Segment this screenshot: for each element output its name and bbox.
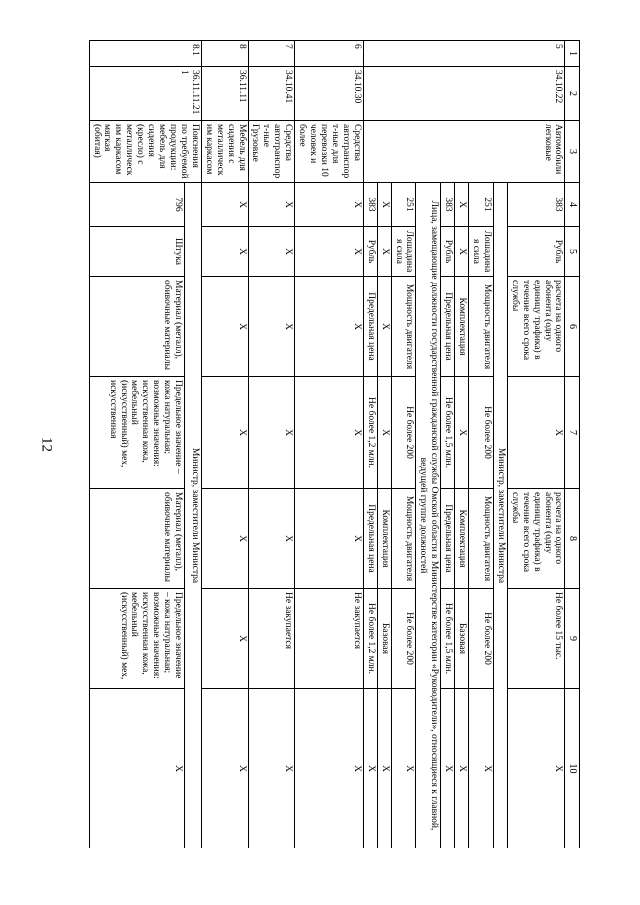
cell: X xyxy=(507,377,565,489)
col-2: 2 xyxy=(565,67,580,121)
row-code: 36.11.11 xyxy=(201,67,248,121)
row-code: 36.11.11.211 xyxy=(89,67,201,121)
cell: Не более 200 xyxy=(391,589,416,689)
cell: Не закупается xyxy=(295,589,364,689)
cell: X xyxy=(455,377,469,489)
cell: Комплектация xyxy=(455,489,469,589)
group-label: Лица, замещающие должности государственной гражданской службы Омской области в Министерстве категории «Руководители», относящиеся к главной, ведущей группе должностей xyxy=(416,183,441,849)
cell: X xyxy=(201,277,248,377)
cell: Рубль xyxy=(507,227,565,277)
cell: X xyxy=(201,589,248,689)
cell: X xyxy=(295,377,364,489)
cell: Не более 200 xyxy=(469,589,494,689)
cell: X xyxy=(455,183,469,227)
cell: X xyxy=(363,689,377,849)
table-row xyxy=(507,41,565,849)
cell: X xyxy=(377,689,391,849)
cell: X xyxy=(455,689,469,849)
cell: Мощность двигателя xyxy=(469,489,494,589)
col-4: 4 xyxy=(565,183,580,227)
row-name: Пояснения по требуемой продукции: мебель для сидения (кресло) с металлическим каркасом мягкая (обитая) xyxy=(89,121,201,183)
cell: X xyxy=(248,489,295,589)
cell: Штука xyxy=(89,227,185,277)
cell: Мощность двигателя xyxy=(469,277,494,377)
row-name: Средства автотранспорт-ные Грузовые xyxy=(248,121,295,183)
cell: X xyxy=(248,277,295,377)
cell: 383 xyxy=(507,183,565,227)
row-number: 7 xyxy=(248,41,295,67)
cell: X xyxy=(391,689,416,849)
rotated-page xyxy=(60,40,580,848)
cell: Не более 1,2 млн. xyxy=(363,377,377,489)
table-row xyxy=(295,41,364,849)
cell: расчета на одного абонента (одну единицу трафика) в течение всего срока службы xyxy=(507,277,565,377)
cell: X xyxy=(201,689,248,849)
cell: Мощность двигателя xyxy=(391,277,416,377)
cell: Рубль xyxy=(363,227,377,277)
row-code: 34.10.41 xyxy=(248,67,295,121)
cell: Лошадиная сила xyxy=(469,227,494,277)
cell: 383 xyxy=(441,183,455,227)
cell: Материал (металл), обивочные материалы xyxy=(89,489,185,589)
cell: Предельная цена xyxy=(363,277,377,377)
cell: X xyxy=(295,489,364,589)
col-9: 9 xyxy=(565,589,580,689)
cell: Предельная цена xyxy=(441,489,455,589)
specification-table xyxy=(89,40,580,848)
cell: 383 xyxy=(363,183,377,227)
cell: Не более 1,5 млн. xyxy=(441,589,455,689)
header-row xyxy=(565,41,580,849)
cell: расчета на одного абонента (одну единицу трафика) в течение всего срока службы xyxy=(507,489,565,589)
cell: Базовая xyxy=(377,589,391,689)
cell: X xyxy=(469,689,494,849)
cell: Рубль xyxy=(441,227,455,277)
row-code: 34.10.30 xyxy=(295,67,364,121)
col-10: 10 xyxy=(565,689,580,849)
cell: X xyxy=(201,227,248,277)
row-number: 8.1 xyxy=(89,41,201,67)
cell: X xyxy=(248,377,295,489)
cell: X xyxy=(295,689,364,849)
cell: Не более 1,2 млн. xyxy=(363,589,377,689)
col-6: 6 xyxy=(565,277,580,377)
row-name: Мебель для сидения с металлическим каркасом xyxy=(201,121,248,183)
row-name: Автомобили легковые xyxy=(363,121,565,183)
table-row xyxy=(201,41,248,849)
row-number: 5 xyxy=(363,41,565,67)
cell: 251 xyxy=(391,183,416,227)
cell: Лошадиная сила xyxy=(391,227,416,277)
cell: X xyxy=(377,183,391,227)
row-number: 6 xyxy=(295,41,364,67)
cell: Не более 200 xyxy=(469,377,494,489)
cell: X xyxy=(201,489,248,589)
cell: X xyxy=(455,227,469,277)
group-label: Министр, заместители Министра xyxy=(493,183,507,849)
cell: Предельная цена xyxy=(363,489,377,589)
table-row xyxy=(185,41,202,849)
cell: X xyxy=(377,277,391,377)
cell: Мощность двигателя xyxy=(391,489,416,589)
cell: X xyxy=(248,183,295,227)
row-code: 34.10.22 xyxy=(363,67,565,121)
cell: Базовая xyxy=(455,589,469,689)
cell: X xyxy=(201,183,248,227)
cell: Материал (металл), обивочные материалы xyxy=(89,277,185,377)
cell: X xyxy=(201,377,248,489)
cell: X xyxy=(248,227,295,277)
row-number: 8 xyxy=(201,41,248,67)
col-3: 3 xyxy=(565,121,580,183)
cell: X xyxy=(248,689,295,849)
col-8: 8 xyxy=(565,489,580,589)
cell: 251 xyxy=(469,183,494,227)
cell: Комплектация xyxy=(455,277,469,377)
cell: X xyxy=(295,227,364,277)
cell: Предельное значение – кожа натуральная; возможные значения: искусственная кожа, мебельный (искусственный) мех, искусственная xyxy=(89,377,185,489)
cell: Комплектация xyxy=(377,489,391,589)
cell: Не закупается xyxy=(248,589,295,689)
table-row xyxy=(248,41,295,849)
cell: Предельное значение – кожа натуральная; возможные значения: искусственная кожа, мебельный (искусственный) мех, xyxy=(89,589,185,689)
col-7: 7 xyxy=(565,377,580,489)
col-5: 5 xyxy=(565,227,580,277)
cell: X xyxy=(377,227,391,277)
cell: Не более 1,5 млн. xyxy=(441,377,455,489)
cell: X xyxy=(89,689,185,849)
cell: X xyxy=(507,689,565,849)
page-number: 12 xyxy=(38,437,55,452)
row-name: Средства автотранспорт-ные для перевозки 10 человек и более xyxy=(295,121,364,183)
group-label: Министр, заместители Министра xyxy=(185,183,202,849)
col-1: 1 xyxy=(565,41,580,67)
cell: 796 xyxy=(89,183,185,227)
cell: Предельная цена xyxy=(441,277,455,377)
cell: Не более 15 тыс. xyxy=(507,589,565,689)
cell: X xyxy=(377,377,391,489)
cell: X xyxy=(295,183,364,227)
cell: X xyxy=(295,277,364,377)
cell: X xyxy=(441,689,455,849)
cell: Не более 200 xyxy=(391,377,416,489)
